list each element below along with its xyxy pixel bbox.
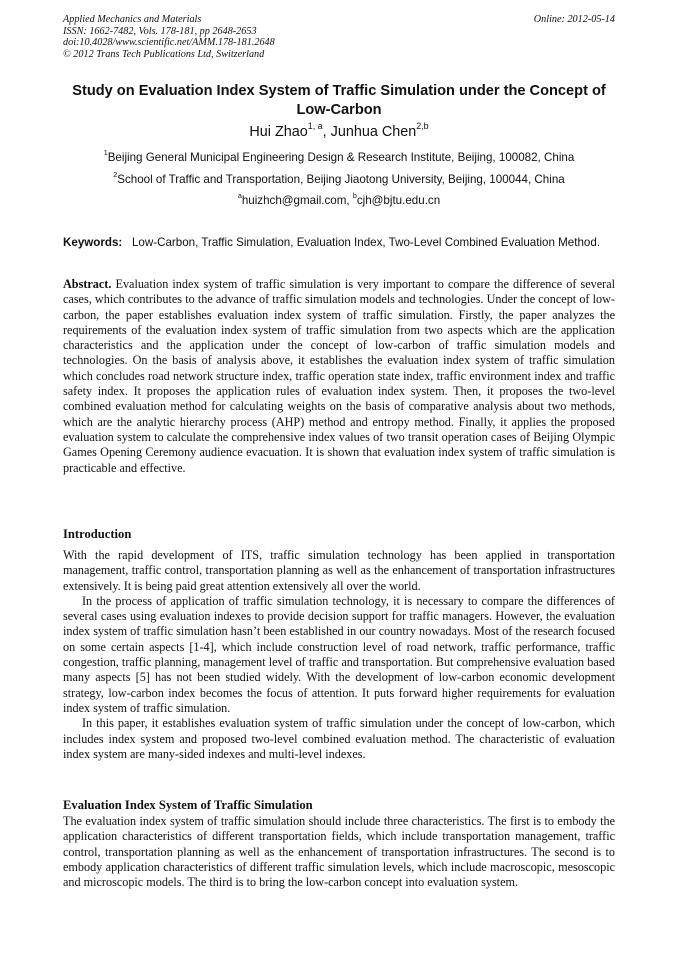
author-superscript: 2,b xyxy=(416,120,429,131)
journal-name: Applied Mechanics and Materials xyxy=(63,14,202,25)
email-marker: b xyxy=(352,191,357,201)
keywords-label: Keywords: xyxy=(63,236,123,249)
email-marker: a xyxy=(237,191,242,201)
paragraph: The evaluation index system of traffic simulation should include three characteristics. The first is to embody the application characteristics of different transportation fields, which include transportation management, traffic control, transportation planning as well as the enhancement of transportation infrastructures. The second is to embody application characteristics of different traffic simulation levels, which include macroscopic, mesoscopic and microscopic models. The third is to bring the low-carbon concept into evaluation system. xyxy=(63,814,615,890)
abstract-text: Evaluation index system of traffic simulation is very important to compare the difference of several cases, which contributes to the advance of traffic simulation models and technologies. Under the concept of low-carbon, the paper establishes evaluation index system of traffic simulation. Firstly, the paper analyzes the requirements of the evaluation index system of traffic simulation from two aspects which are the application characteristics and the application under the concept of low-carbon of traffic simulation models and technologies. On the basis of analysis above, it establishes the evaluation index system of traffic simulation which concludes road network structure index, traffic operation state index, traffic environment index and traffic safety index. It proposes the application rules of evaluation index system. Then, it proposes the two-level combined evaluation method for calculating weights on the basis of comparative analysis about two methods, which are the analytic hierarchy process (AHP) method and entropy method. Finally, it applies the proposed evaluation system to calculate the comprehensive index values of two transit operation cases of Beijing Olympic Games Opening Ceremony audience evacuation. It is shown that evaluation index system of traffic simulation is practicable and effective. xyxy=(63,277,615,475)
journal-header xyxy=(63,14,615,60)
email-separator: , xyxy=(346,194,353,207)
affiliation-2 xyxy=(63,172,615,187)
section2-body xyxy=(63,814,615,890)
introduction-body xyxy=(63,548,615,762)
paragraph: In this paper, it establishes evaluation system of traffic simulation under the concept of low-carbon, which includes index system and proposed two-level combined evaluation method. The characteristic of evaluation index system are many-sided indexes and multi-level indexes. xyxy=(63,716,615,761)
email-address[interactable]: huizhch@gmail.com xyxy=(241,194,347,207)
section-heading-introduction: Introduction xyxy=(63,527,132,541)
author-name: Junhua Chen xyxy=(330,124,417,140)
abstract-label: Abstract. xyxy=(63,277,112,291)
affiliation-1 xyxy=(63,150,615,165)
keywords-text: Low-Carbon, Traffic Simulation, Evaluation Index, Two-Level Combined Evaluation Method. xyxy=(131,236,601,249)
paragraph: With the rapid development of ITS, traffic simulation technology has been applied in transportation management, traffic control, transportation planning as well as the enhancement of transportation infrastructures extensively. It is being paid great attention extensively all over the world. xyxy=(63,548,615,593)
author-superscript: 1, a xyxy=(307,120,323,131)
online-date: Online: 2012-05-14 xyxy=(533,14,615,25)
paper-title: Study on Evaluation Index System of Traffic Simulation under the Concept of Low-Carbon xyxy=(72,83,606,118)
section-heading-evaluation-index-system: Evaluation Index System of Traffic Simulation xyxy=(63,798,313,812)
abstract xyxy=(63,277,615,476)
author-list xyxy=(63,122,615,142)
keywords xyxy=(63,235,615,250)
author-separator: , xyxy=(322,124,331,140)
affiliation-text: Beijing General Municipal Engineering Design & Research Institute, Beijing, 100082, China xyxy=(107,151,575,164)
email-address[interactable]: cjh@bjtu.edu.cn xyxy=(356,194,441,207)
author-name: Hui Zhao xyxy=(249,124,308,140)
affiliation-marker: 1 xyxy=(103,148,108,158)
affiliation-text: School of Traffic and Transportation, Beijing Jiaotong University, Beijing, 100044, China xyxy=(117,173,565,186)
email-line xyxy=(63,193,615,208)
affiliation-marker: 2 xyxy=(113,170,118,180)
copyright-line: © 2012 Trans Tech Publications Ltd, Switzerland xyxy=(63,48,265,60)
paragraph: In the process of application of traffic simulation technology, it is necessary to compare the differences of several cases using evaluation indexes to provide decision support for traffic managers. However, the evaluation index system of traffic simulation hasn’t been established in our country nowadays. Most of the research focused on some certain aspects [1-4], which include construction level of road network, traffic performance, traffic congestion, traffic planning, management level of traffic and transportation. But comprehensive evaluation based many aspects [5] has not been studied widely. With the development of low-carbon economic development strategy, low-carbon index becomes the focus of attention. It puts forward higher requirements for evaluation index system of traffic simulation. xyxy=(63,593,615,715)
doi-line: doi:10.4028/www.scientific.net/AMM.178-181.2648 xyxy=(63,37,275,49)
issn-line: ISSN: 1662-7482, Vols. 178-181, pp 2648-2653 xyxy=(63,25,257,37)
